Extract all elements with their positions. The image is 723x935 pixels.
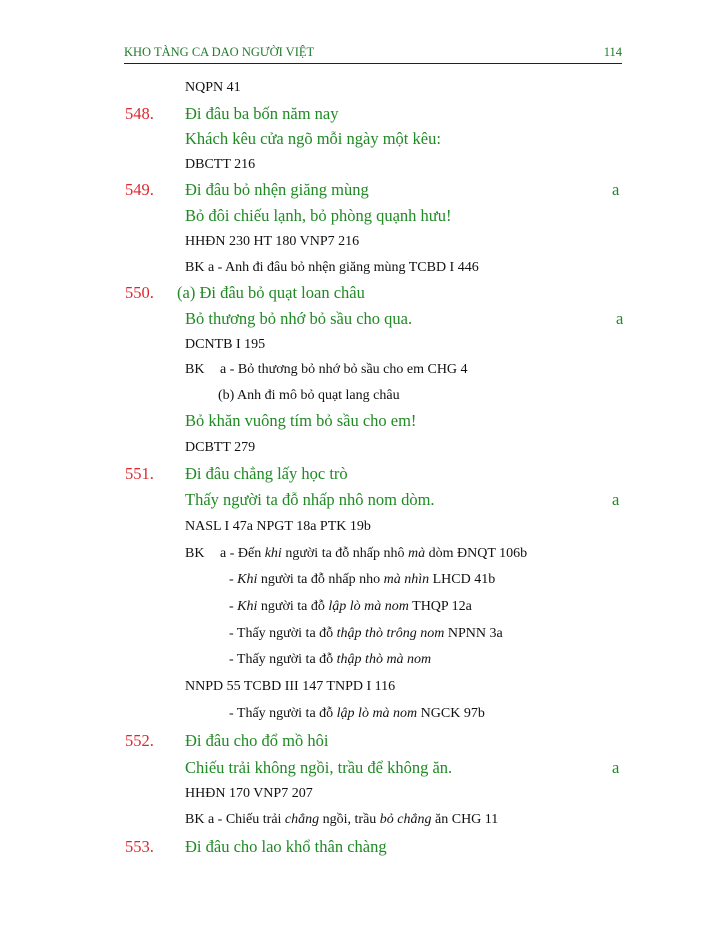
page-header — [124, 45, 622, 64]
entry-number: 553. — [125, 837, 154, 856]
variant-mark: a — [612, 490, 620, 509]
variant-ref: - Thấy người ta đỗ thập thò trông nom NPNN 3a — [229, 626, 503, 641]
source-ref: DBCTT 216 — [185, 157, 256, 172]
variant-mark: a — [612, 758, 620, 777]
variant-ref: - Thấy người ta đỗ thập thò mà nom — [229, 652, 432, 667]
verse-line: Bỏ thương bỏ nhớ bỏ sầu cho qua. — [185, 309, 413, 328]
variant-ref — [185, 546, 528, 562]
verse-line: Khách kêu cửa ngõ mỗi ngày một kêu: — [185, 129, 441, 148]
verse-line: Đi đâu cho đổ mồ hôi — [185, 731, 329, 750]
verse-line: Bỏ khăn vuông tím bỏ sầu cho em! — [185, 411, 417, 430]
verse-line: Thấy người ta đỗ nhấp nhô nom dòm. — [185, 490, 435, 509]
verse-line: Chiếu trải không ngồi, trầu để không ăn. — [185, 758, 453, 777]
source-ref: DCNTB I 195 — [185, 337, 266, 352]
source-ref: NASL I 47a NPGT 18a PTK 19b — [185, 519, 371, 534]
verse-line: (a) Đi đâu bỏ quạt loan châu — [177, 283, 365, 302]
book-title: KHO TÀNG CA DAO NGƯỜI VIỆT — [124, 45, 315, 59]
source-ref: DCBTT 279 — [185, 440, 256, 455]
verse-line: Đi đâu cho lao khổ thân chàng — [185, 837, 387, 856]
variant-ref: - Khi người ta đỗ lập lò mà nom THQP 12a — [229, 599, 472, 614]
entry-number: 551. — [125, 464, 154, 483]
verse-line: Đi đâu chẳng lấy học trò — [185, 464, 348, 483]
variant-ref: - Thấy người ta đỗ lập lò mà nom NGCK 97b — [229, 706, 485, 721]
entry-number: 550. — [125, 283, 154, 302]
entry-number: 548. — [125, 104, 154, 123]
verse-line: Đi đâu ba bốn năm nay — [185, 104, 339, 123]
bk-label: BK — [185, 546, 205, 561]
variant-mark: a — [612, 180, 620, 199]
variant-mark: a — [616, 309, 624, 328]
bk-label: BK — [185, 362, 205, 377]
source-ref: HHĐN 230 HT 180 VNP7 216 — [185, 234, 360, 249]
variant-ref: - Khi người ta đỗ nhấp nho mà nhìn LHCD 41b — [229, 572, 496, 587]
verse-line: Bỏ đôi chiếu lạnh, bỏ phòng quạnh hưu! — [185, 206, 452, 225]
source-ref: NQPN 41 — [185, 80, 241, 95]
entry-number: 552. — [125, 731, 154, 750]
entry-number: 549. — [125, 180, 154, 199]
variant-ref: BK a - Chiếu trải chẳng ngồi, trầu bỏ chẳng ăn CHG 11 — [185, 812, 499, 827]
variant-ref — [185, 362, 468, 378]
verse-line: Đi đâu bỏ nhện giăng mùng — [185, 180, 369, 199]
variant-ref: (b) Anh đi mô bỏ quạt lang châu — [218, 388, 400, 403]
page-number: 114 — [603, 45, 622, 59]
variant-ref: BK a - Anh đi đâu bỏ nhện giăng mùng TCBD I 446 — [185, 260, 479, 275]
source-ref: HHĐN 170 VNP7 207 — [185, 786, 313, 801]
variant-text: a - Đến khi người ta đỗ nhấp nhô mà dòm ĐNQT 106b — [220, 546, 528, 561]
source-ref: NNPD 55 TCBD III 147 TNPD I 116 — [185, 679, 396, 694]
variant-text: a - Bỏ thương bỏ nhớ bỏ sầu cho em CHG 4 — [220, 362, 468, 377]
